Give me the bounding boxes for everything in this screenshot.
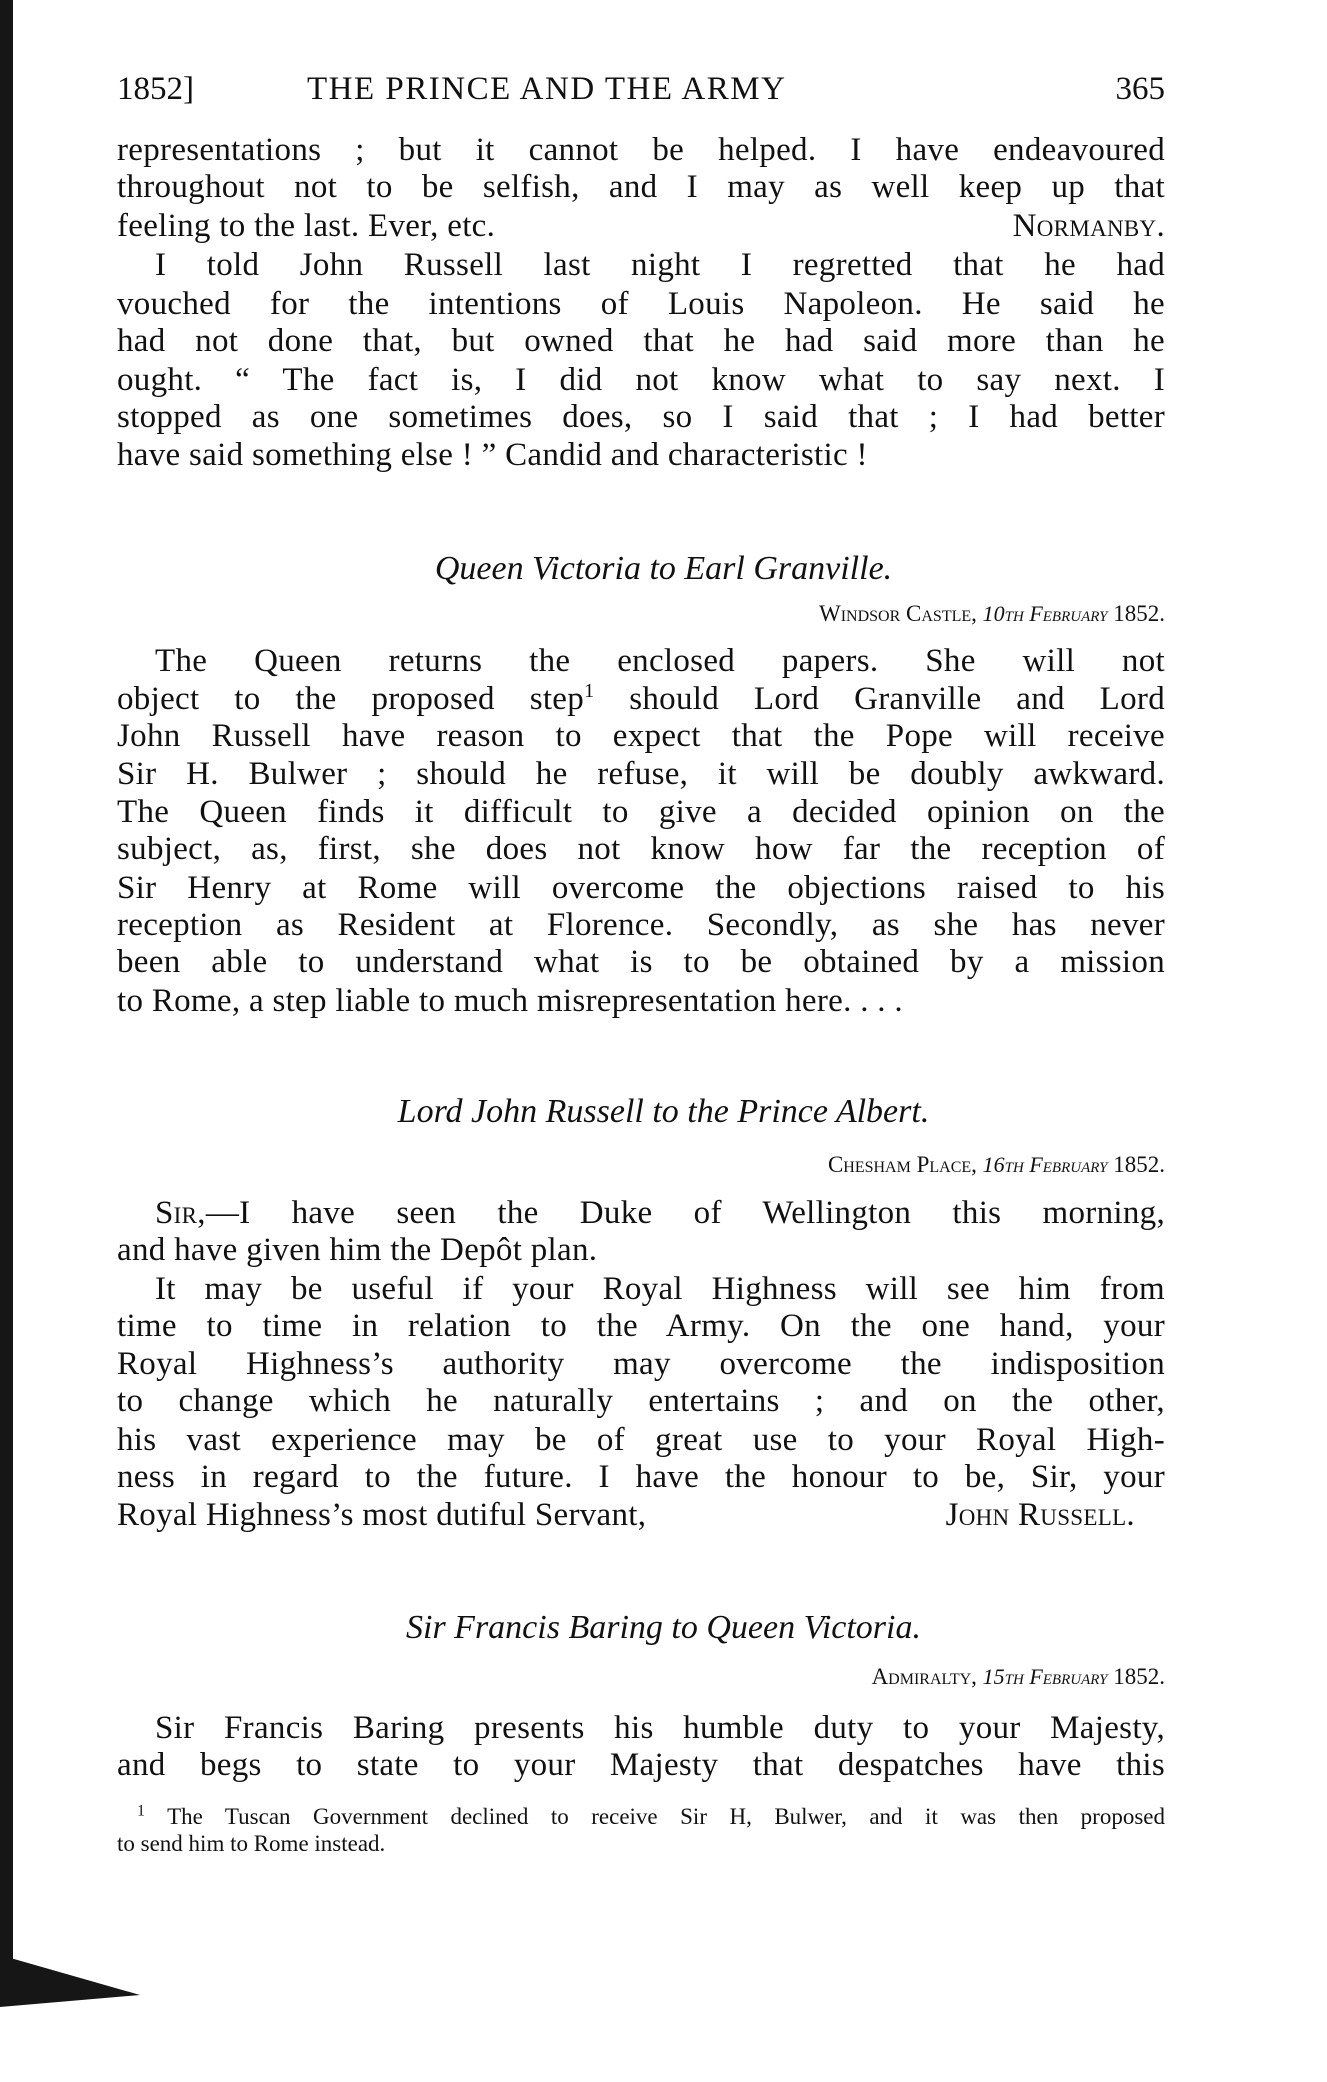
text-line: Sir H. Bulwer ; should he refuse, it will be doubly awkward. <box>117 756 1165 792</box>
dateline-year: 1852. <box>1107 1664 1165 1689</box>
dateline-date: 15th February <box>982 1664 1108 1689</box>
signature: Normanby. <box>1012 208 1165 244</box>
dateline-place: Chesham Place, <box>827 1152 983 1177</box>
footnote-line: $^1$ The Tuscan Government declined to receive Sir H, Bulwer, and it was then proposed <box>137 1802 1165 1829</box>
dateline-year: 1852. <box>1107 1152 1165 1177</box>
dateline-place: Windsor Castle, <box>819 601 983 626</box>
text-line: subject, as, first, she does not know how far the reception of <box>117 831 1165 867</box>
text-line: representations ; but it cannot be helped. I have endeavoured <box>117 132 1165 168</box>
text-line: I told John Russell last night I regretted that he had <box>155 247 1165 283</box>
letter-heading: Lord John Russell to the Prince Albert. <box>397 1093 930 1130</box>
signature: John Russell. <box>945 1497 1135 1533</box>
binding-edge-corner <box>0 1955 140 2007</box>
text-line: The Queen returns the enclosed papers. She will not <box>155 643 1165 679</box>
text-line: vouched for the intentions of Louis Napoleon. He said he <box>117 286 1165 322</box>
text-line: been able to understand what is to be obtained by a mission <box>117 944 1165 980</box>
page-number: 365 <box>1115 71 1165 107</box>
dateline-date: 10th February <box>982 601 1108 626</box>
text-line: Sir Henry at Rome will overcome the objections raised to his <box>117 870 1165 906</box>
text-line: Sir Francis Baring presents his humble duty to your Majesty, <box>155 1710 1165 1746</box>
text-line: It may be useful if your Royal Highness will see him from <box>155 1271 1165 1307</box>
text-line: Sir,—I have seen the Duke of Wellington this morning, <box>155 1195 1165 1231</box>
text-line: ness in regard to the future. I have the honour to be, Sir, your <box>117 1459 1165 1495</box>
letter-dateline <box>828 1150 1165 1180</box>
letter-dateline <box>819 599 1165 629</box>
letter-heading: Queen Victoria to Earl Granville. <box>434 550 893 587</box>
dateline-place: Admiralty, <box>871 1664 983 1689</box>
text-line: have said something else ! ” Candid and characteristic ! <box>117 437 868 473</box>
text-line: stopped as one sometimes does, so I said that ; I had better <box>117 399 1165 435</box>
text-line: his vast experience may be of great use to your Royal High- <box>117 1422 1165 1458</box>
letter-dateline <box>872 1662 1165 1692</box>
text-line: reception as Resident at Florence. Secondly, as she has never <box>117 907 1165 943</box>
footnote-line: to send him to Rome instead. <box>117 1831 386 1856</box>
text-line: Royal Highness’s authority may overcome the indisposition <box>117 1346 1165 1382</box>
letter-heading: Sir Francis Baring to Queen Victoria. <box>406 1609 921 1646</box>
text-line: Royal Highness’s most dutiful Servant, John Russell. <box>117 1497 1135 1533</box>
dateline-date: 16th February <box>982 1152 1108 1177</box>
text-line: feeling to the last. Ever, etc. Normanby. <box>117 208 1165 244</box>
header-year: 1852] <box>117 71 194 107</box>
dateline-year: 1852. <box>1107 601 1165 626</box>
binding-edge <box>0 0 13 1990</box>
text-line: and have given him the Depôt plan. <box>117 1232 598 1268</box>
running-title: THE PRINCE AND THE ARMY <box>307 71 787 107</box>
salutation: Sir, <box>155 1195 206 1231</box>
footnote-marker: 1 <box>137 1802 145 1820</box>
text-line: John Russell have reason to expect that the Pope will receive <box>117 718 1165 754</box>
text-line: ought. “ The fact is, I did not know what to say next. I <box>117 362 1165 398</box>
text-line: had not done that, but owned that he had said more than he <box>117 323 1165 359</box>
text-line: throughout not to be selfish, and I may as well keep up that <box>117 169 1165 205</box>
text-line: The Queen finds it difficult to give a decided opinion on the <box>117 794 1165 830</box>
text-line: to Rome, a step liable to much misrepresentation here. . . . <box>117 983 903 1019</box>
text-line: and begs to state to your Majesty that despatches have this <box>117 1747 1165 1783</box>
text-line: object to the proposed step$^1$ should Lord Granville and Lord <box>117 680 1165 717</box>
text-line: to change which he naturally entertains ; and on the other, <box>117 1383 1165 1419</box>
footnote-ref: 1 <box>584 680 595 702</box>
text-line: time to time in relation to the Army. On the one hand, your <box>117 1308 1165 1344</box>
